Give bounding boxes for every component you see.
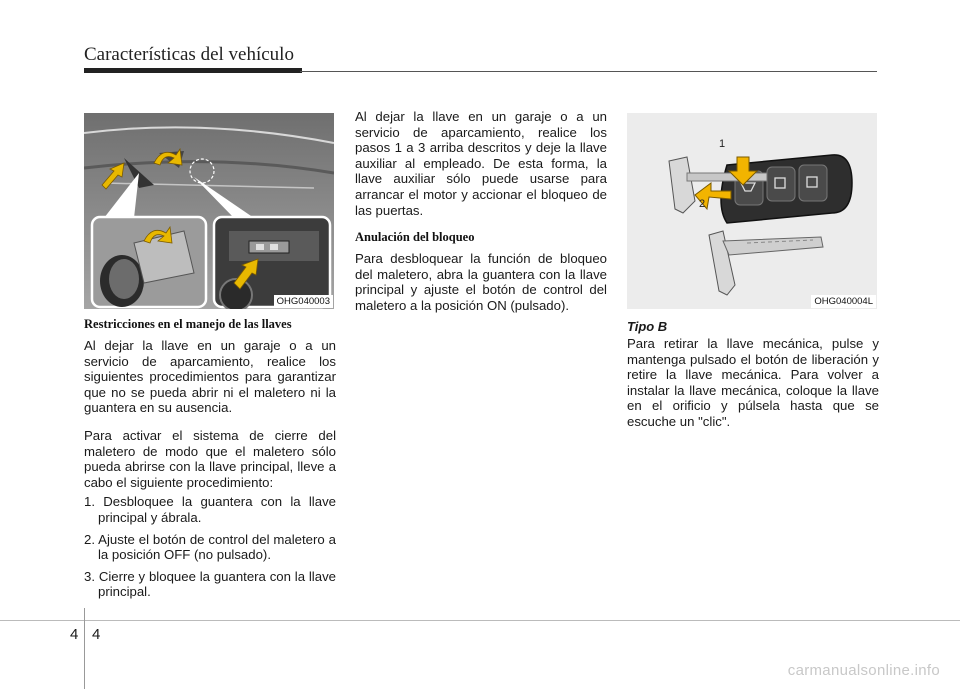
section-heading-restrictions: Restricciones en el manejo de las llaves: [84, 317, 292, 331]
column-left: [84, 113, 336, 606]
watermark: carmanualsonline.info: [787, 662, 940, 679]
paragraph: Para retirar la llave mecánica, pulse y mantenga pulsado el botón de liberación y retire la llave mecánica. Para volver a instalar la llave mecánica, coloque la llave en el orificio y púlsela hasta que se escuche un "clic".: [627, 336, 879, 429]
smart-key-illustration: [627, 113, 877, 309]
header-rule-thick: [84, 68, 302, 73]
column-right: [627, 113, 879, 442]
list-item: 2. Ajuste el botón de control del maletero a la posición OFF (no pulsado).: [84, 531, 336, 563]
page-section-number: 4: [70, 626, 79, 643]
paragraph: Para activar el sistema de cierre del maletero de modo que el maletero sólo pueda abrirse con la llave principal, lleve a cabo el siguiente procedimiento:: [84, 427, 336, 490]
footer-divider: [84, 608, 85, 689]
footer-rule: [0, 620, 960, 621]
callout-2: 2: [699, 198, 706, 210]
section-heading-override: Anulación del bloqueo: [355, 230, 475, 245]
paragraph: Al dejar la llave en un garaje o a un servicio de aparcamiento, realice los siguientes procedimientos para garantizar que no se pueda abrir ni el maletero ni la guantera en su ausencia.: [84, 338, 336, 416]
header-rule-thin: [300, 71, 877, 72]
steps-list: [84, 494, 336, 600]
page-number: 4: [92, 626, 101, 643]
list-item: 3. Cierre y bloquee la guantera con la llave principal.: [84, 568, 336, 600]
glovebox-drawing: [84, 113, 334, 309]
smart-key-drawing: [627, 113, 877, 309]
list-item: 1. Desbloquee la guantera con la llave principal y ábrala.: [84, 494, 336, 525]
paragraph: Para desbloquear la función de bloqueo del maletero, abra la guantera con la llave principal y ajuste el botón de control del maletero a la posición ON (pulsado).: [355, 251, 607, 313]
column-middle: [355, 109, 607, 326]
glovebox-illustration: [84, 113, 334, 309]
callout-1: 1: [719, 138, 726, 150]
header-title: Características del vehículo: [84, 44, 294, 65]
section-heading-type-b: Tipo B: [627, 319, 668, 334]
paragraph: Al dejar la llave en un garaje o a un servicio de aparcamiento, realice los pasos 1 a 3 arriba descritos y deje la llave auxiliar al empleado. De esta forma, la llave auxiliar sólo puede usarse para arrancar el motor y accionar el bloqueo de las puertas.: [355, 109, 607, 218]
figure-label: OHG040004L: [811, 295, 876, 308]
figure-label: OHG040003: [274, 295, 333, 308]
